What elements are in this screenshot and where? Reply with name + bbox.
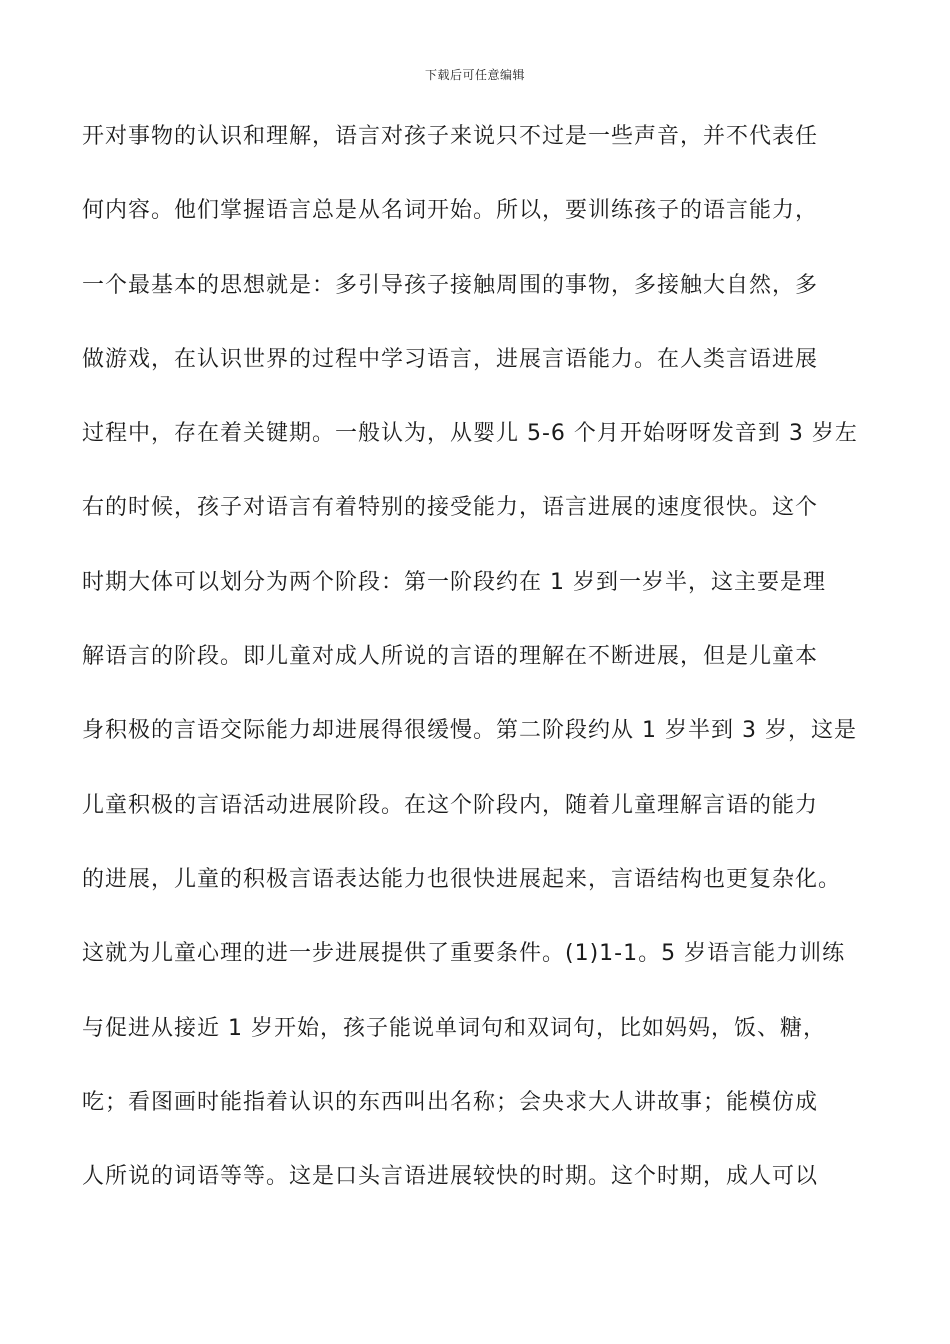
text-line: 一个最基本的思想就是：多引导孩子接触周围的事物，多接触大自然，多 [82,272,819,298]
text-line: 儿童积极的言语活动进展阶段。在这个阶段内，随着儿童理解言语的能力 [82,792,819,818]
text-line: 人所说的词语等等。这是口头言语进展较快的时期。这个时期，成人可以 [82,1164,819,1190]
text-line: 开对事物的认识和理解，语言对孩子来说只不过是一些声音，并不代表任 [82,124,819,149]
text-line: 与促进从接近 1 岁开始，孩子能说单词句和双词句，比如妈妈，饭、糖， [82,1015,826,1041]
text-line: 时期大体可以划分为两个阶段：第一阶段约在 1 岁到一岁半，这主要是理 [82,569,826,595]
body-text [82,112,882,1226]
text-line: 吃；看图画时能指着认识的东西叫出名称；会央求大人讲故事；能模仿成 [82,1089,819,1115]
text-line: 这就为儿童心理的进一步进展提供了重要条件。(1)1-1。5 岁语言能力训练 [82,941,846,967]
text-line: 做游戏，在认识世界的过程中学习语言，进展言语能力。在人类言语进展 [82,346,819,372]
text-line: 的进展，儿童的积极言语表达能力也很快进展起来，言语结构也更复杂化。 [82,866,842,892]
text-line: 身积极的言语交际能力却进展得很缓慢。第二阶段约从 1 岁半到 3 岁，这是 [82,718,857,744]
text-line: 何内容。他们掌握语言总是从名词开始。所以，要训练孩子的语言能力， [82,198,819,224]
text-line: 过程中，存在着关键期。一般认为，从婴儿 5-6 个月开始呀呀发音到 3 岁左 [82,421,858,447]
page-header: 下载后可任意编辑 [424,68,525,82]
text-line: 右的时候，孩子对语言有着特别的接受能力，语言进展的速度很快。这个 [82,495,819,521]
text-line: 解语言的阶段。即儿童对成人所说的言语的理解在不断进展，但是儿童本 [82,644,819,670]
